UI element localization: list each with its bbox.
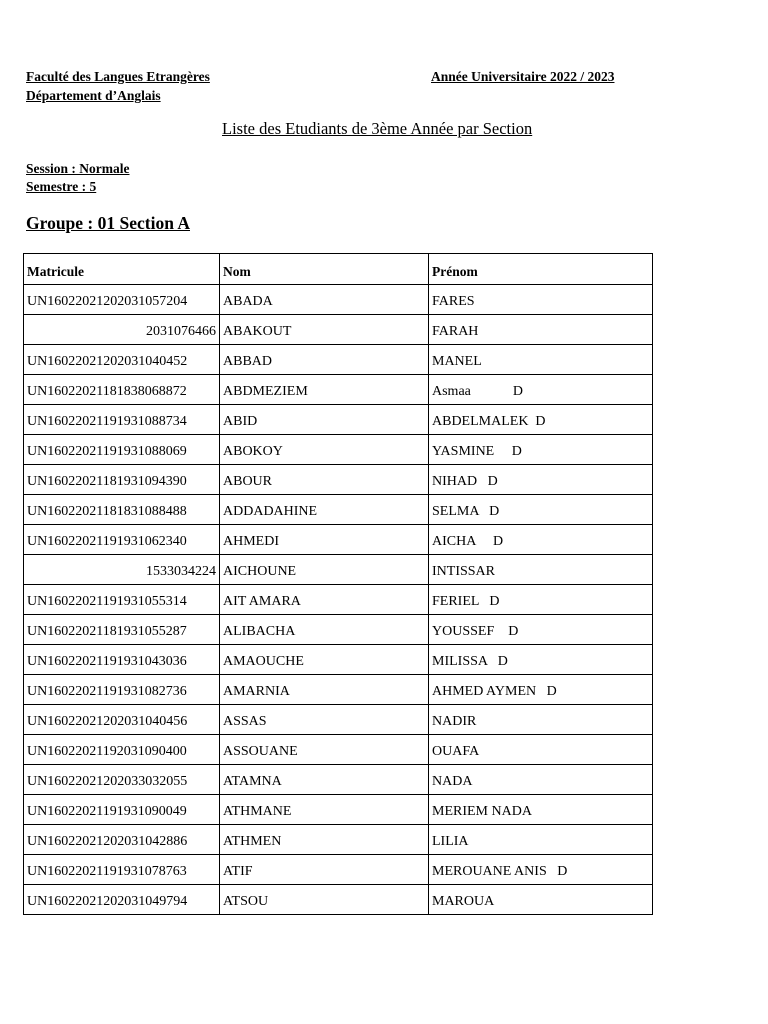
matricule-cell: UN16022021191931090049 [24,795,220,825]
table-row [24,675,653,705]
matricule-cell: UN16022021191931062340 [24,525,220,555]
matricule-cell: UN16022021181831088488 [24,495,220,525]
prenom-cell: LILIA [429,825,653,855]
table-row [24,585,653,615]
nom-cell: AMARNIA [220,675,429,705]
faculty-name: Faculté des Langues Etrangères [26,69,210,84]
prenom-cell: YOUSSEF D [429,615,653,645]
table-row [24,315,653,345]
matricule-cell: UN16022021202031040452 [24,345,220,375]
prenom-cell: FARAH [429,315,653,345]
prenom-cell: MILISSA D [429,645,653,675]
table-row [24,795,653,825]
table-row [24,435,653,465]
column-header-nom: Nom [220,254,429,285]
matricule-cell: UN16022021181838068872 [24,375,220,405]
nom-cell: ASSOUANE [220,735,429,765]
nom-cell: ATHMANE [220,795,429,825]
nom-cell: ATSOU [220,885,429,915]
nom-cell: ASSAS [220,705,429,735]
nom-cell: ATAMNA [220,765,429,795]
table-row [24,525,653,555]
table-row [24,705,653,735]
nom-cell: ABAKOUT [220,315,429,345]
semester-label: Semestre : 5 [26,179,97,194]
matricule-cell: 1533034224 [24,555,220,585]
group-section-heading: Groupe : 01 Section A [26,213,190,233]
department-name: Département d’Anglais [26,88,161,103]
table-row [24,465,653,495]
session-label: Session : Normale [26,161,130,176]
table-row [24,375,653,405]
table-row [24,405,653,435]
students-table [23,253,653,915]
table-row [24,555,653,585]
nom-cell: AMAOUCHE [220,645,429,675]
prenom-cell: MANEL [429,345,653,375]
table-row [24,345,653,375]
nom-cell: ALIBACHA [220,615,429,645]
column-header-prenom: Prénom [429,254,653,285]
matricule-cell: UN16022021202033032055 [24,765,220,795]
column-header-matricule: Matricule [24,254,220,285]
nom-cell: AIT AMARA [220,585,429,615]
matricule-cell: UN16022021202031049794 [24,885,220,915]
document-title: Liste des Etudiants de 3ème Année par Section [222,119,533,138]
matricule-cell: UN16022021191931082736 [24,675,220,705]
matricule-cell: UN16022021191931078763 [24,855,220,885]
prenom-cell: SELMA D [429,495,653,525]
matricule-cell: UN16022021202031040456 [24,705,220,735]
prenom-cell: ABDELMALEK D [429,405,653,435]
prenom-cell: MAROUA [429,885,653,915]
nom-cell: ABOUR [220,465,429,495]
nom-cell: ATHMEN [220,825,429,855]
matricule-cell: UN16022021191931055314 [24,585,220,615]
matricule-cell: UN16022021181931055287 [24,615,220,645]
table-row [24,855,653,885]
prenom-cell: FERIEL D [429,585,653,615]
nom-cell: AHMEDI [220,525,429,555]
matricule-cell: UN16022021191931088069 [24,435,220,465]
matricule-cell: 2031076466 [24,315,220,345]
table-row [24,495,653,525]
prenom-cell: MEROUANE ANIS D [429,855,653,885]
nom-cell: ABDMEZIEM [220,375,429,405]
nom-cell: ABOKOY [220,435,429,465]
nom-cell: ATIF [220,855,429,885]
prenom-cell: NIHAD D [429,465,653,495]
nom-cell: AICHOUNE [220,555,429,585]
table-row [24,825,653,855]
prenom-cell: Asmaa D [429,375,653,405]
prenom-cell: AICHA D [429,525,653,555]
table-row [24,285,653,315]
matricule-cell: UN16022021181931094390 [24,465,220,495]
table-body [24,285,653,915]
prenom-cell: FARES [429,285,653,315]
nom-cell: ABID [220,405,429,435]
academic-year: Année Universitaire 2022 / 2023 [431,69,615,84]
document-header-right [431,67,614,86]
table-header-row [24,254,653,285]
matricule-cell: UN16022021192031090400 [24,735,220,765]
table-row [24,645,653,675]
prenom-cell: MERIEM NADA [429,795,653,825]
document-header-left [26,67,210,105]
prenom-cell: OUAFA [429,735,653,765]
prenom-cell: INTISSAR [429,555,653,585]
prenom-cell: NADIR [429,705,653,735]
nom-cell: ADDADAHINE [220,495,429,525]
matricule-cell: UN16022021191931043036 [24,645,220,675]
prenom-cell: NADA [429,765,653,795]
table-row [24,735,653,765]
nom-cell: ABADA [220,285,429,315]
matricule-cell: UN16022021202031057204 [24,285,220,315]
session-info [26,160,130,196]
matricule-cell: UN16022021202031042886 [24,825,220,855]
table-row [24,885,653,915]
nom-cell: ABBAD [220,345,429,375]
table-row [24,765,653,795]
matricule-cell: UN16022021191931088734 [24,405,220,435]
prenom-cell: YASMINE D [429,435,653,465]
prenom-cell: AHMED AYMEN D [429,675,653,705]
table-row [24,615,653,645]
